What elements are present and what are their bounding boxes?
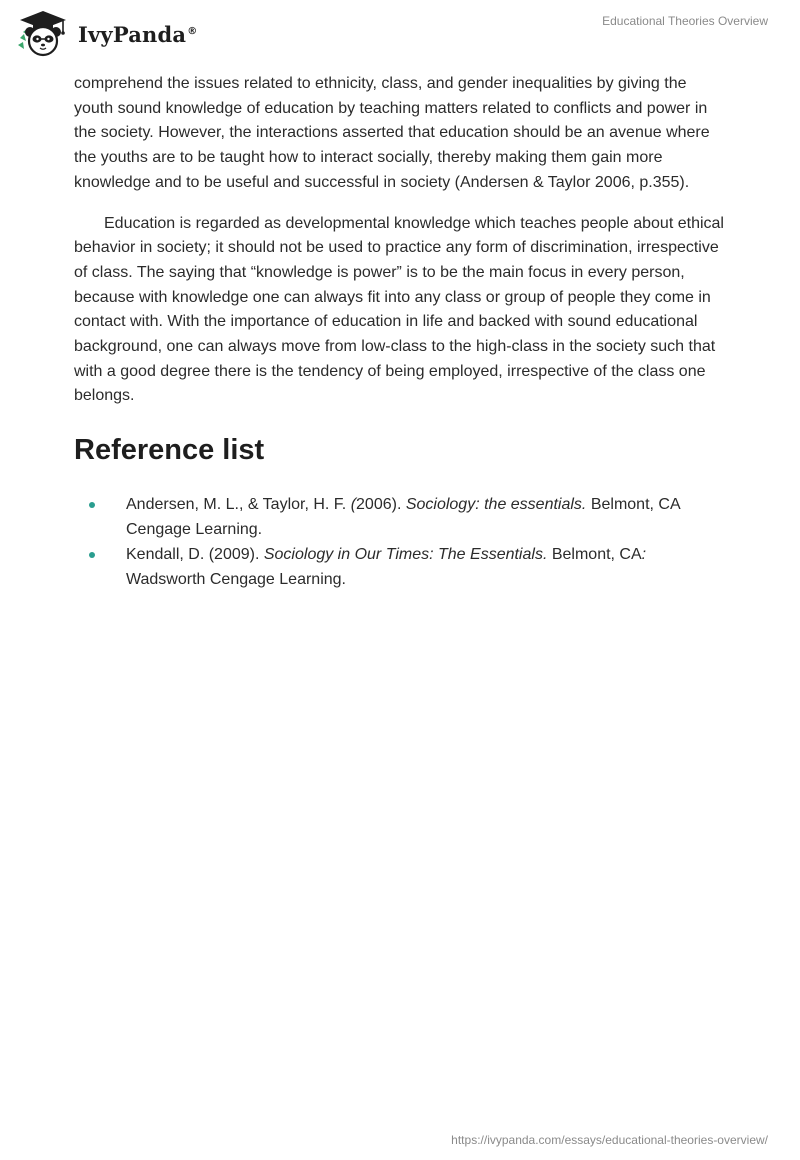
reference-colon: : — [641, 546, 647, 564]
reference-item — [74, 542, 726, 592]
reference-item — [74, 492, 726, 542]
reference-publisher: Belmont, CA Cengage Learning. — [126, 496, 680, 539]
reference-list — [74, 492, 726, 592]
reference-publisher-name: Wadsworth Cengage Learning. — [126, 571, 346, 589]
bullet-icon — [89, 502, 95, 508]
reference-title: Sociology in Our Times: The Essentials. — [263, 546, 548, 564]
reference-publisher-location: Belmont, CA — [547, 546, 642, 564]
ivypanda-logo[interactable] — [14, 8, 197, 58]
reference-title: Sociology: the essentials. — [405, 496, 587, 514]
panda-graduate-icon — [14, 8, 72, 58]
registered-mark: ® — [187, 25, 198, 37]
bullet-icon — [89, 552, 95, 558]
brand-name: IvyPanda® — [78, 21, 198, 47]
body-paragraph-2: Education is regarded as developmental knowledge which teaches people about ethical behavior in society; it should not be used to practice any form of discrimination, irrespective of class. The saying that “knowledge is power” is to be the main focus in every person, because with knowledge one can always fit into any class or group of people they come in contact with. With the importance of education in life and backed with sound educational background, one can always move from low-class to the high-class in the society such that with a good degree there is the tendency of being employed, irrespective of the class one belongs. — [74, 214, 724, 405]
document-title: Educational Theories Overview — [602, 14, 768, 28]
reference-authors: Andersen, M. L., & Taylor, H. F. — [126, 496, 351, 514]
reference-year: 2006). — [356, 496, 406, 514]
reference-authors: Kendall, D. (2009). — [126, 546, 264, 564]
body-paragraph-1: comprehend the issues related to ethnicity, class, and gender inequalities by giving the youth sound knowledge of education by teaching matters related to conflicts and power in the society. However, the interactions asserted that education should be an avenue where the youths are to be taught how to interact socially, thereby making them gain more knowledge and to be useful and successful in society (Andersen & Taylor 2006, p.355). — [74, 75, 710, 191]
footer-url[interactable]: https://ivypanda.com/essays/educational-theories-overview/ — [451, 1133, 768, 1147]
essay-content — [74, 72, 726, 592]
reference-open-paren: ( — [350, 496, 357, 514]
reference-list-heading: Reference list — [74, 434, 265, 467]
page-header — [0, 0, 800, 70]
